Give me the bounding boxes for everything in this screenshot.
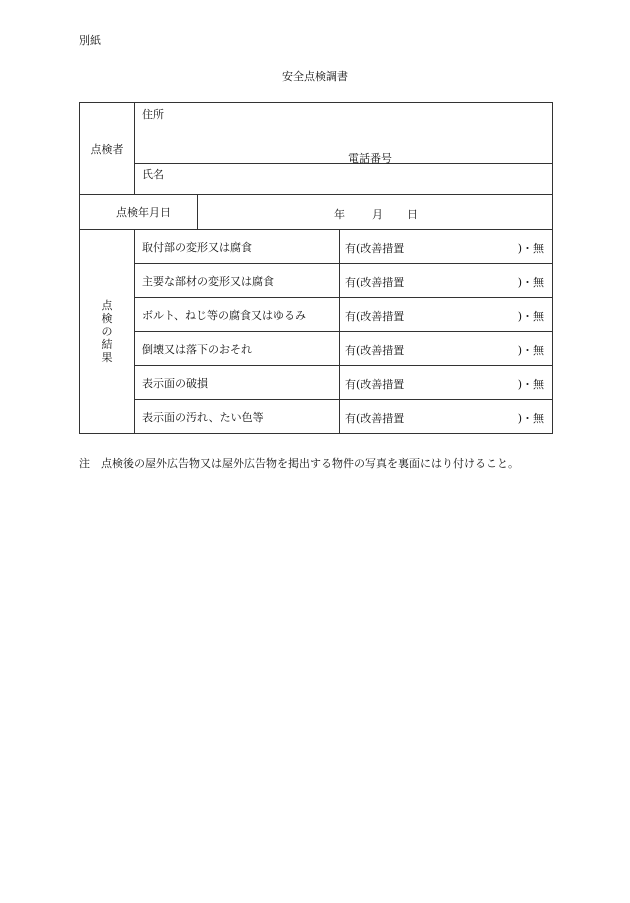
result-row xyxy=(80,366,553,400)
result-item-label: ボルト、ねじ等の腐食又はゆるみ xyxy=(135,298,340,332)
inspector-address-row xyxy=(80,103,553,164)
status-suffix: )・無 xyxy=(517,378,545,391)
result-row xyxy=(80,400,553,434)
status-prefix: 有(改善措置 xyxy=(345,310,405,323)
status-suffix: )・無 xyxy=(517,412,545,425)
result-status-field[interactable] xyxy=(340,332,553,366)
results-section-label xyxy=(80,230,135,434)
inspection-date-field[interactable] xyxy=(198,195,553,230)
name-field[interactable] xyxy=(135,164,553,195)
result-row xyxy=(80,264,553,298)
result-status-field[interactable] xyxy=(340,400,553,434)
result-row xyxy=(80,298,553,332)
result-item-label: 表示面の汚れ、たい色等 xyxy=(135,400,340,434)
result-status-field[interactable] xyxy=(340,264,553,298)
inspector-section-label: 点検者 xyxy=(80,103,135,195)
status-suffix: )・無 xyxy=(517,242,545,255)
result-item-label: 取付部の変形又は腐食 xyxy=(135,230,340,264)
result-item-label: 表示面の破損 xyxy=(135,366,340,400)
status-prefix: 有(改善措置 xyxy=(345,412,405,425)
inspection-date-label: 点検年月日 xyxy=(80,195,198,230)
status-prefix: 有(改善措置 xyxy=(345,344,405,357)
status-prefix: 有(改善措置 xyxy=(345,276,405,289)
result-status-field[interactable] xyxy=(340,366,553,400)
status-suffix: )・無 xyxy=(517,344,545,357)
result-row xyxy=(80,230,553,264)
result-row xyxy=(80,332,553,366)
inspection-form-table xyxy=(79,102,553,434)
date-year-label: 年 xyxy=(334,208,345,221)
address-label: 住所 xyxy=(142,108,164,121)
results-label-char: 点 xyxy=(101,299,113,312)
address-field[interactable] xyxy=(135,103,553,164)
footnote-mark: 注 xyxy=(79,457,90,470)
result-item-label: 倒壊又は落下のおそれ xyxy=(135,332,340,366)
date-day-label: 日 xyxy=(407,208,418,221)
inspector-name-row xyxy=(80,164,553,195)
document-title: 安全点検調書 xyxy=(282,70,348,83)
inspection-date-row xyxy=(80,195,553,230)
date-month-label: 月 xyxy=(372,208,383,221)
status-prefix: 有(改善措置 xyxy=(345,242,405,255)
phone-label: 電話番号 xyxy=(348,152,392,165)
attachment-label: 別紙 xyxy=(79,34,101,47)
results-label-char: の xyxy=(101,325,113,338)
status-suffix: )・無 xyxy=(517,276,545,289)
footnote xyxy=(79,455,519,471)
footnote-text: 点検後の屋外広告物又は屋外広告物を掲出する物件の写真を裏面にはり付けること。 xyxy=(101,457,519,470)
result-item-label: 主要な部材の変形又は腐食 xyxy=(135,264,340,298)
results-label-char: 検 xyxy=(101,312,113,325)
results-label-char: 果 xyxy=(101,351,113,364)
result-status-field[interactable] xyxy=(340,298,553,332)
result-status-field[interactable] xyxy=(340,230,553,264)
results-label-char: 結 xyxy=(101,338,113,351)
status-suffix: )・無 xyxy=(517,310,545,323)
status-prefix: 有(改善措置 xyxy=(345,378,405,391)
name-label: 氏名 xyxy=(142,168,164,181)
